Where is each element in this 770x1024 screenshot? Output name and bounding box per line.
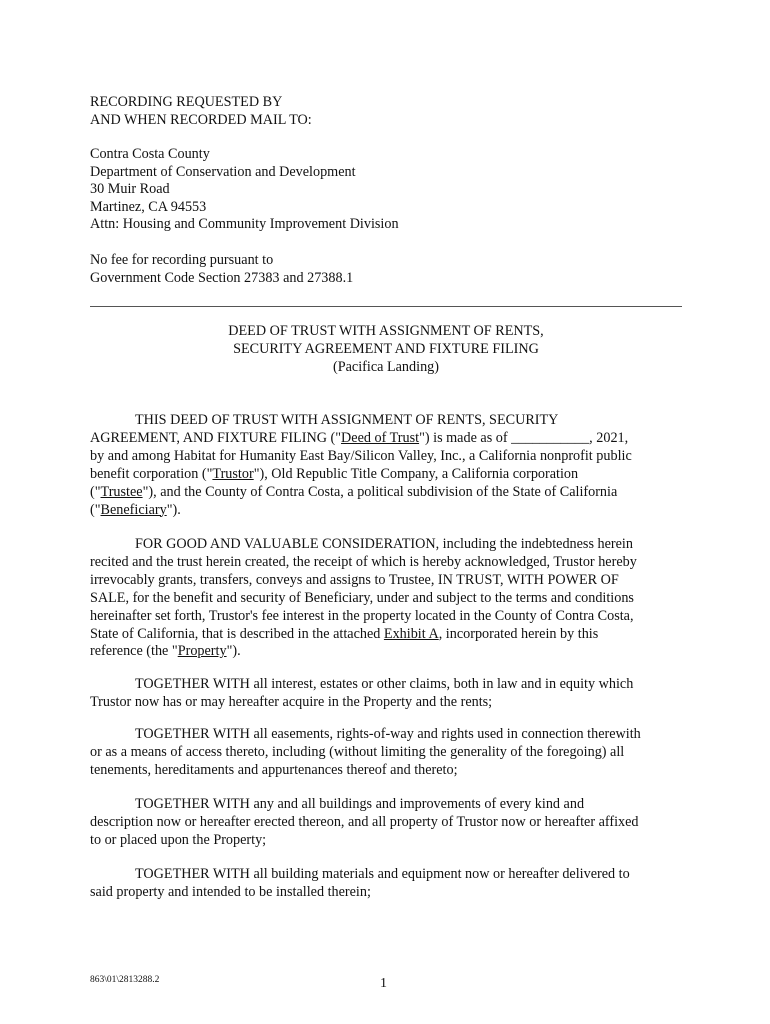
paragraph-together-easements [90, 726, 682, 780]
recording-line: AND WHEN RECORDED MAIL TO: [90, 111, 312, 128]
fee-notice-block [90, 252, 690, 287]
paragraph-line: TOGETHER WITH all building materials and equipment now or hereafter delivered to [135, 866, 630, 882]
paragraph-line: State of California, that is described in the attached Exhibit A, incorporated herein by this [90, 625, 599, 642]
document-title [90, 322, 682, 376]
paragraph-line: ("Trustee"), and the County of Contra Costa, a political subdivision of the State of California [90, 483, 618, 500]
paragraph-line: reference (the "Property"). [90, 643, 241, 660]
paragraph-line: ("Beneficiary"). [90, 501, 181, 518]
paragraph-line: to or placed upon the Property; [90, 831, 267, 848]
paragraph-line: said property and intended to be installed therein; [90, 883, 371, 900]
title-line: SECURITY AGREEMENT AND FIXTURE FILING [233, 341, 539, 357]
address-line: Martinez, CA 94553 [90, 198, 207, 215]
title-line: DEED OF TRUST WITH ASSIGNMENT OF RENTS, [228, 323, 544, 339]
paragraph-line: TOGETHER WITH all interest, estates or other claims, both in law and in equity which [135, 676, 634, 692]
defined-term-beneficiary: Beneficiary [100, 501, 167, 518]
address-line: Attn: Housing and Community Improvement Division [90, 216, 399, 233]
address-line: Contra Costa County [90, 146, 210, 162]
paragraph-parties [90, 412, 682, 519]
recording-requested-block [90, 94, 690, 129]
page-number: 1 [380, 976, 387, 991]
paragraph-line: AGREEMENT, AND FIXTURE FILING ("Deed of Trust") is made as of ___________, 2021, [90, 429, 629, 446]
divider-rule [90, 306, 682, 307]
paragraph-line: description now or hereafter erected thereon, and all property of Trustor now or hereafter affixed [90, 813, 639, 830]
paragraph-line: SALE, for the benefit and security of Beneficiary, under and subject to the terms and conditions [90, 589, 634, 606]
paragraph-line: THIS DEED OF TRUST WITH ASSIGNMENT OF RENTS, SECURITY [135, 412, 559, 428]
paragraph-line: or as a means of access thereto, including (without limiting the generality of the foregoing) all [90, 743, 625, 760]
defined-term-deed-of-trust: Deed of Trust [341, 429, 420, 446]
fee-line: No fee for recording pursuant to [90, 252, 274, 268]
exhibit-a-reference: Exhibit A [383, 625, 439, 642]
paragraph-line: hereinafter set forth, Trustor's fee interest in the property located in the County of Contra Costa, [90, 607, 634, 624]
defined-term-trustor: Trustor [212, 465, 254, 482]
paragraph-together-materials [90, 866, 682, 902]
document-id: 863\01\2813288.2 [90, 975, 160, 985]
paragraph-line: benefit corporation ("Trustor"), Old Republic Title Company, a California corporation [90, 465, 579, 482]
defined-term-property: Property [177, 643, 227, 660]
paragraph-line: by and among Habitat for Humanity East Bay/Silicon Valley, Inc., a California nonprofit public [90, 447, 632, 464]
paragraph-line: irrevocably grants, transfers, conveys and assigns to Trustee, IN TRUST, WITH POWER OF [90, 571, 619, 588]
paragraph-line: recited and the trust herein created, the receipt of which is hereby acknowledged, Trustor hereby [90, 553, 637, 570]
paragraph-line: TOGETHER WITH any and all buildings and improvements of every kind and [135, 796, 585, 812]
fee-line: Government Code Section 27383 and 27388.1 [90, 269, 354, 286]
mailing-address-block [90, 146, 690, 234]
paragraph-together-buildings [90, 796, 682, 850]
paragraph-consideration [90, 536, 682, 661]
title-subtitle: (Pacifica Landing) [333, 359, 439, 375]
paragraph-line: tenements, hereditaments and appurtenances thereof and thereto; [90, 761, 458, 778]
paragraph-line: TOGETHER WITH all easements, rights-of-way and rights used in connection therewith [135, 726, 641, 742]
paragraph-together-interest [90, 676, 682, 712]
address-line: Department of Conservation and Development [90, 163, 356, 180]
paragraph-line: Trustor now has or may hereafter acquire in the Property and the rents; [90, 693, 493, 710]
paragraph-line: FOR GOOD AND VALUABLE CONSIDERATION, including the indebtedness herein [135, 536, 633, 552]
defined-term-trustee: Trustee [100, 483, 143, 500]
address-line: 30 Muir Road [90, 181, 170, 198]
recording-line: RECORDING REQUESTED BY [90, 94, 283, 110]
